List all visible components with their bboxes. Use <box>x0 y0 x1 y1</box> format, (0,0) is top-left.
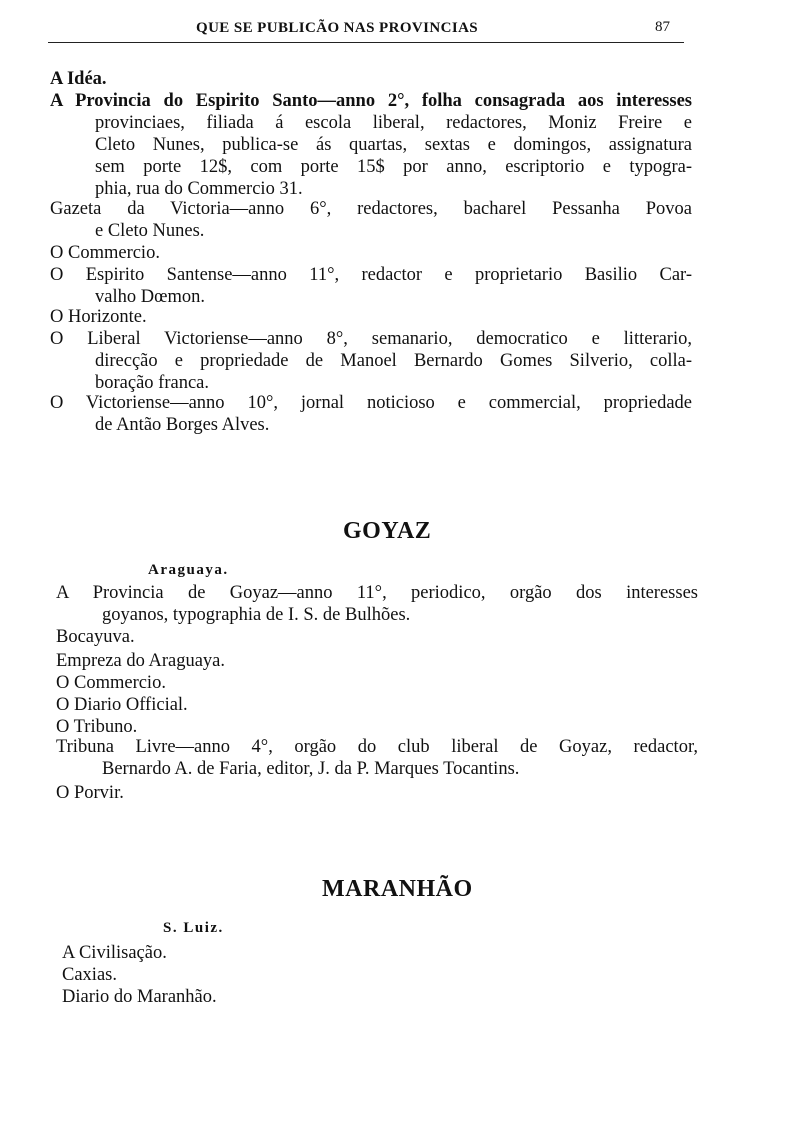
entry-line: Cleto Nunes, publica-se ás quartas, sextas e domingos, assignatura <box>95 135 692 155</box>
city-heading: Araguaya. <box>148 562 229 578</box>
entry-line: Caxias. <box>62 965 117 985</box>
entry-line: Gazeta da Victoria—anno 6°, redactores, bacharel Pessanha Povoa <box>50 199 692 219</box>
page-number: 87 <box>655 19 670 35</box>
page-header <box>48 14 684 43</box>
entry-line: O Victoriense—anno 10°, jornal noticioso e commercial, propriedade <box>50 393 692 413</box>
section-title: MARANHÃO <box>322 876 473 902</box>
entry-line: O Tribuno. <box>56 717 138 737</box>
entry-line: Diario do Maranhão. <box>62 987 217 1007</box>
entry-line: O Espirito Santense—anno 11°, redactor e proprietario Basilio Car- <box>50 265 692 285</box>
entry-line: Empreza do Araguaya. <box>56 651 225 671</box>
entry-line: O Diario Official. <box>56 695 188 715</box>
entry-line: A Provincia do Espirito Santo—anno 2°, folha consagrada aos interesses <box>50 91 692 111</box>
entry-line: O Liberal Victoriense—anno 8°, semanario, democratico e litterario, <box>50 329 692 349</box>
entry-line: Tribuna Livre—anno 4°, orgão do club liberal de Goyaz, redactor, <box>56 737 698 757</box>
entry-line: goyanos, typographia de I. S. de Bulhões. <box>102 605 411 625</box>
entry-line: sem porte 12$, com porte 15$ por anno, escriptorio e typogra- <box>95 157 692 177</box>
entry-line: e Cleto Nunes. <box>95 221 205 241</box>
city-heading: S. Luiz. <box>163 920 224 936</box>
entry-line: Bocayuva. <box>56 627 135 647</box>
entry-line: A Civilisação. <box>62 943 167 963</box>
entry-line: Bernardo A. de Faria, editor, J. da P. Marques Tocantins. <box>102 759 520 779</box>
entry-line: O Commercio. <box>50 243 160 263</box>
entry-line: O Porvir. <box>56 783 124 803</box>
entry-line: direcção e propriedade de Manoel Bernardo Gomes Silverio, colla- <box>95 351 692 371</box>
entry-line: boração franca. <box>95 373 209 393</box>
entry-line: O Horizonte. <box>50 307 147 327</box>
entry-line: de Antão Borges Alves. <box>95 415 270 435</box>
entry-line: A Provincia de Goyaz—anno 11°, periodico, orgão dos interesses <box>56 583 698 603</box>
entry-line: O Commercio. <box>56 673 166 693</box>
entry-line: valho Dœmon. <box>95 287 205 307</box>
entry-line: A Idéa. <box>50 69 107 89</box>
section-title: GOYAZ <box>343 518 432 544</box>
entry-line: provinciaes, filiada á escola liberal, redactores, Moniz Freire e <box>95 113 692 133</box>
entry-line: phia, rua do Commercio 31. <box>95 179 303 199</box>
running-title: QUE SE PUBLICÃO NAS PROVINCIAS <box>196 20 479 36</box>
